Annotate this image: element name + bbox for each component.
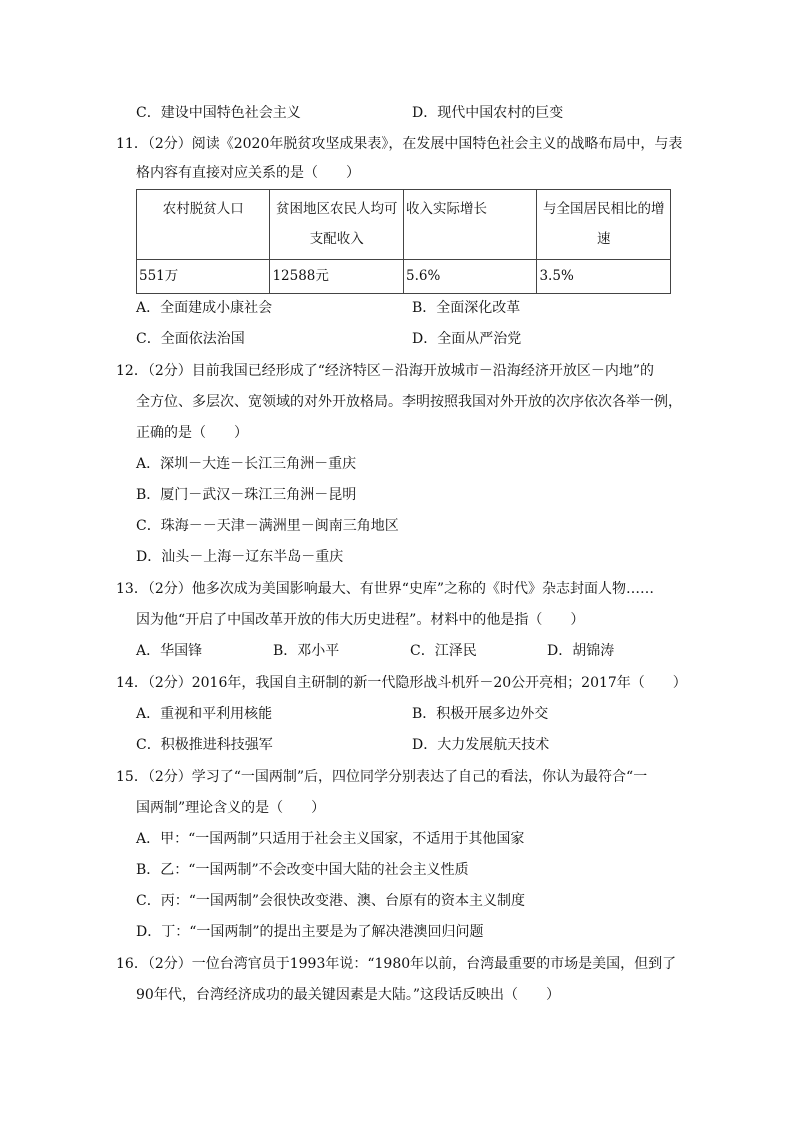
q15-option-a: A．甲：“一国两制”只适用于社会主义国家，不适用于其他国家 — [136, 831, 525, 847]
q11-option-d: D．全面从严治党 — [412, 331, 522, 347]
q16-stem-line1: 16．（2分）一位台湾官员于1993年说：“1980年以前，台湾最重要的市场是美国，但到了 — [116, 956, 677, 972]
q11-option-c: C．全面依法治国 — [136, 331, 245, 347]
q15-stem-line2: 国两制”理论含义的是（ ） — [136, 800, 326, 816]
q10-option-c: C．建设中国特色社会主义 — [136, 105, 301, 121]
table-header-cell: 收入实际增长 — [403, 190, 536, 260]
q10-option-d: D．现代中国农村的巨变 — [412, 105, 564, 121]
table-cell: 3.5% — [537, 260, 671, 294]
table-cell: 551万 — [137, 260, 270, 294]
q11-option-a: A．全面建成小康社会 — [136, 300, 273, 316]
q13-option-b: B．邓小平 — [273, 643, 340, 659]
q14-option-b: B．积极开展多边外交 — [412, 706, 549, 722]
q13-stem-line2: 因为他“开启了中国改革开放的伟大历史进程”。材料中的他是指（ ） — [136, 612, 585, 628]
q13-option-d: D．胡锦涛 — [547, 643, 615, 659]
table-header-cell: 农村脱贫人口 — [137, 190, 270, 260]
q12-stem-line2: 全方位、多层次、宽领域的对外开放格局。李明按照我国对外开放的次序依次各举一例， — [136, 394, 682, 410]
table-header-cell: 与全国居民相比的增 速 — [537, 190, 671, 260]
q13-option-a: A．华国锋 — [136, 643, 203, 659]
q14-option-a: A．重视和平利用核能 — [136, 706, 273, 722]
q14-option-c: C．积极推进科技强军 — [136, 737, 273, 753]
table-cell: 12588元 — [270, 260, 404, 294]
q12-option-d: D．汕头－上海－辽东半岛－重庆 — [136, 549, 344, 565]
q16-stem-line2: 90年代，台湾经济成功的最关键因素是大陆。”这段话反映出（ ） — [136, 987, 560, 1003]
q14-stem-line1: 14．（2分）2016年，我国自主研制的新一代隐形战斗机歼－20公开亮相；2017年（ ） — [116, 675, 687, 691]
q11-stem-line2: 格内容有直接对应关系的是（ ） — [136, 165, 360, 181]
q11-option-b: B．全面深化改革 — [412, 300, 521, 316]
table-header-cell: 贫困地区农民人均可 支配收入 — [270, 190, 404, 260]
q13-option-c: C．江泽民 — [410, 643, 477, 659]
q11-stem-line1: 11．（2分）阅读《2020年脱贫攻坚成果表》，在发展中国特色社会主义的战略布局中，与表 — [116, 136, 683, 152]
table-row — [137, 260, 671, 294]
q15-stem-line1: 15．（2分）学习了“一国两制”后，四位同学分别表达了自己的看法，你认为最符合“一 — [116, 769, 648, 785]
table-header-row — [137, 190, 671, 260]
q11-data-table — [136, 189, 671, 294]
q13-stem-line1: 13．（2分）他多次成为美国影响最大、有世界“史库”之称的《时代》杂志封面人物…… — [116, 581, 655, 597]
q12-stem-line3: 正确的是（ ） — [136, 425, 248, 441]
q15-option-c: C．丙：“一国两制”会很快改变港、澳、台原有的资本主义制度 — [136, 893, 526, 909]
q15-option-b: B．乙：“一国两制”不会改变中国大陆的社会主义性质 — [136, 862, 469, 878]
q14-option-d: D．大力发展航天技术 — [412, 737, 550, 753]
q12-option-b: B．厦门－武汉－珠江三角洲－昆明 — [136, 487, 357, 503]
q12-option-c: C．珠海－－天津－满洲里－闽南三角地区 — [136, 518, 399, 534]
table-cell: 5.6% — [403, 260, 536, 294]
q12-option-a: A．深圳－大连－长江三角洲－重庆 — [136, 456, 357, 472]
q15-option-d: D．丁：“一国两制”的提出主要是为了解决港澳回归问题 — [136, 924, 484, 940]
q12-stem-line1: 12．（2分）目前我国已经形成了“经济特区－沿海开放城市－沿海经济开放区－内地”的 — [116, 363, 655, 379]
